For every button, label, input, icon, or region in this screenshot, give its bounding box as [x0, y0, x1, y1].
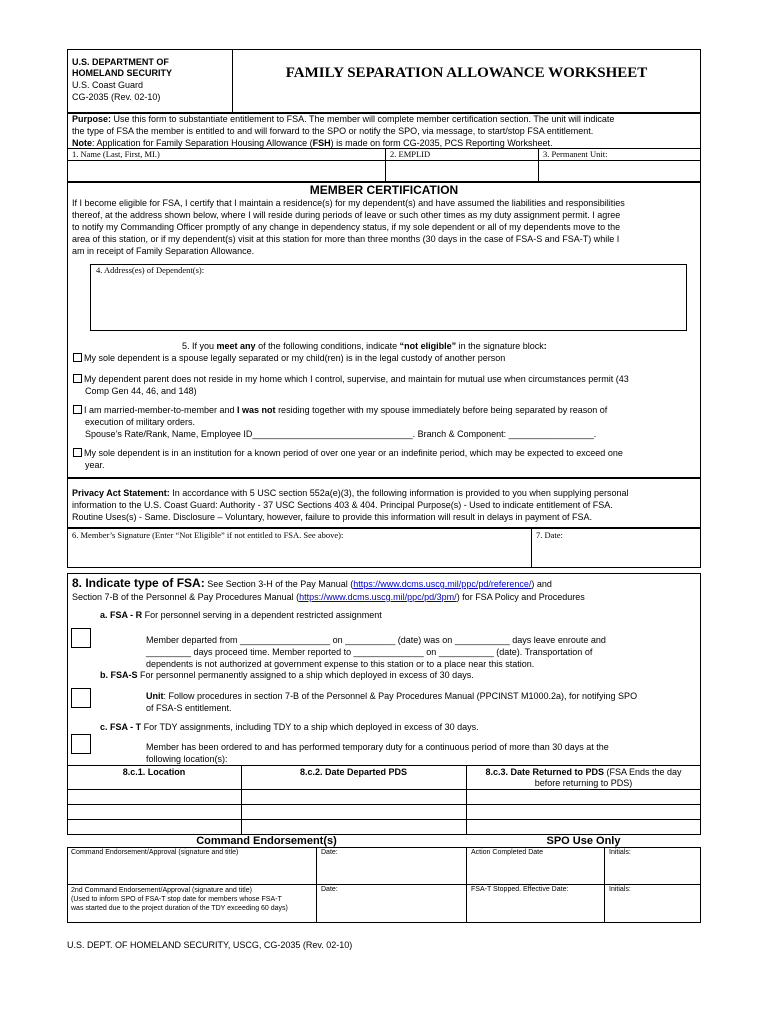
second-command-date-field[interactable]: Date: [321, 886, 338, 893]
condition-3-text-a: I am married-member-to-member and [84, 405, 238, 415]
spo-initials-field-1[interactable]: Initials: [609, 849, 631, 856]
endorsement-col-divider [316, 847, 317, 923]
tdy-location-cell[interactable] [68, 820, 240, 834]
dept-line2: HOMELAND SECURITY [72, 68, 173, 78]
date-returned-label: 8.c.3. Date Returned to PDS [485, 767, 604, 777]
condition-3-checkbox[interactable] [73, 405, 82, 414]
intro-d: “not eligible” [399, 341, 457, 351]
condition-2-text-cont: Comp Gen 44, 46, and 148) [85, 386, 197, 396]
fsa-s-text: For personnel permanently assigned to a ship which deployed in excess of 30 days. [137, 670, 474, 680]
intro-b: meet any [216, 341, 256, 351]
date-returned-note-a: (FSA Ends the day [603, 767, 682, 777]
date-returned-note-b: before returning to PDS) [534, 778, 633, 788]
condition-4-text: My sole dependent is in an institution for a known period of over one year or an indefinite period, which may be expected to exceed one [84, 448, 623, 458]
tdy-departed-cell[interactable] [242, 805, 465, 818]
second-approval-note2: was started due to the project duration of the TDY exceeding 60 days) [71, 905, 288, 912]
purpose-line1: Use this form to substantiate entitlement to FSA. The member will complete member certification section. The unit will indicate [113, 114, 615, 124]
second-approval-note1: (Used to inform SPO of FSA-T stop date for members whose FSA-T [71, 896, 282, 903]
agency-name: U.S. Coast Guard [72, 80, 144, 90]
tdy-table-top [67, 765, 701, 766]
fsa-t-details [146, 741, 701, 765]
fsa-s-checkbox[interactable] [71, 688, 91, 708]
permanent-unit-field[interactable]: 3. Permanent Unit: [543, 149, 608, 159]
tdy-location-cell[interactable] [68, 805, 240, 818]
spouse-info-field[interactable]: Spouse’s Rate/Rank, Name, Employee ID________________________________. Branch & Component: _________________. [85, 429, 597, 439]
note-fsh: FSH [312, 138, 331, 148]
endorsement-row-divider [67, 884, 701, 885]
name-field[interactable]: 1. Name (Last, First, MI.) [72, 149, 160, 159]
intro-f: : [543, 341, 547, 351]
note-text-a: : Application for Family Separation Housing Allowance ( [92, 138, 313, 148]
privacy-statement [72, 487, 700, 523]
cert-line: If I become eligible for FSA, I certify that I maintain a residence(s) for my dependent(s) and have assumed the liabilities and responsibilities [72, 198, 625, 208]
page-title: FAMILY SEPARATION ALLOWANCE WORKSHEET [285, 65, 648, 81]
cert-line: area of this station, or if my dependent(s) visit at this station for more than three months (30 days in the case of FSA-S and FSA-T) while I [72, 234, 620, 244]
condition-3-text-c: residing together with my spouse immediately before being separated by reason of [275, 405, 608, 415]
command-approval-field[interactable]: Command Endorsement/Approval (signature and title) [71, 849, 239, 856]
intro-c: of the following conditions, indicate [255, 341, 400, 351]
fsa-text-c: Section 7-B of the Personnel & Pay Procedures Manual ( [72, 592, 300, 602]
certification-heading: MEMBER CERTIFICATION [309, 183, 459, 197]
note-text-b: ) is made on form CG-2035, PCS Reporting Worksheet. [330, 138, 553, 148]
fsa-t-line1: Member has been ordered to and has performed temporary duty for a continuous period of more than 30 days at the [146, 742, 609, 752]
form-footer: U.S. DEPT. OF HOMELAND SECURITY, USCG, CG-2035 (Rev. 02-10) [67, 940, 353, 950]
tdy-returned-cell[interactable] [467, 790, 700, 803]
form-number: CG-2035 (Rev. 02-10) [72, 92, 161, 102]
fsa-s-label: b. FSA-S [100, 670, 138, 680]
condition-2-checkbox[interactable] [73, 374, 82, 383]
tdy-departed-cell[interactable] [242, 820, 465, 834]
second-approval-label: 2nd Command Endorsement/Approval (signature and title) [71, 887, 252, 894]
cert-line: to notify my Commanding Officer promptly of any change in dependency status, if my sole dependent or all of my dependents move to the [72, 222, 621, 232]
condition-4-checkbox[interactable] [73, 448, 82, 457]
fsa-r-line2[interactable]: _________ days proceed time. Member reported to ______________ on ___________ (date). Transportation of [146, 647, 593, 657]
fsa-r-label: a. FSA - R [100, 610, 143, 620]
signature-date-field[interactable]: 7. Date: [536, 530, 563, 540]
fsa-r-checkbox[interactable] [71, 628, 91, 648]
fsa-text-d: ) for FSA Policy and Procedures [456, 592, 585, 602]
conditions-intro [182, 341, 547, 351]
fsa-r-text: For personnel serving in a dependent restricted assignment [142, 610, 382, 620]
fsa-text-b: ) and [531, 579, 552, 589]
condition-3-text-d: execution of military orders. [85, 417, 196, 427]
fsa-t-heading [100, 722, 479, 732]
condition-4 [73, 447, 699, 471]
purpose-label: Purpose: [72, 114, 112, 124]
identity-divider-1 [385, 148, 386, 182]
dept-line1: U.S. DEPARTMENT OF [72, 57, 169, 67]
procedures-manual-link[interactable]: https://www.dcms.uscg.mil/ppc/pd/3pm/ [299, 592, 457, 602]
cert-line: thereof, at the address shown below, where I will reside during periods of leave or such other times as my duty assignment permit. I agree [72, 210, 621, 220]
privacy-line3: Routine Uses(s) - Same. Disclosure – Voluntary, however, failure to provide this information will result in delays in payment of FSA. [72, 512, 593, 522]
privacy-label: Privacy Act Statement: [72, 488, 170, 498]
pay-manual-link[interactable]: https://www.dcms.uscg.mil/ppc/pd/reference/ [353, 579, 532, 589]
fsa-s-unit-text2: of FSA-S entitlement. [146, 703, 232, 713]
intro-e: in the signature block [456, 341, 544, 351]
privacy-line2: information to the U.S. Coast Guard: Authority - 37 USC Sections 403 & 404. Principal Purpose(s) - Used to indicate entitlement of FSA. [72, 500, 613, 510]
tdy-returned-cell[interactable] [467, 805, 700, 818]
purpose-line2: the type of FSA the member is entitled to and will forward to the SPO or notify the SPO, via message, to start/stop FSA entitlement. [72, 126, 594, 136]
date-departed-column-header: 8.c.2. Date Departed PDS [299, 767, 408, 777]
endorsement-col-divider [604, 847, 605, 923]
location-column-header: 8.c.1. Location [122, 767, 186, 777]
fsa-t-text: For TDY assignments, including TDY to a ship which deployed in excess of 30 days. [141, 722, 479, 732]
condition-2 [73, 373, 699, 397]
fsa-t-stopped-date-field[interactable]: FSA-T Stopped. Effective Date: [471, 886, 569, 893]
command-date-field[interactable]: Date: [321, 849, 338, 856]
privacy-line1: In accordance with 5 USC section 552a(e)(3), the following information is provided to you when supplying personal [169, 488, 629, 498]
action-completed-date-field[interactable]: Action Completed Date [471, 849, 543, 856]
fsa-t-checkbox[interactable] [71, 734, 91, 754]
endorsement-col-divider [466, 847, 467, 923]
fsa-s-unit-label: Unit [146, 691, 164, 701]
emplid-field[interactable]: 2. EMPLID [390, 149, 431, 159]
condition-3 [73, 404, 699, 440]
intro-a: 5. If you [182, 341, 217, 351]
fsa-r-details [146, 634, 701, 670]
condition-1 [73, 352, 505, 364]
certification-text [72, 197, 700, 257]
condition-3-text-b: I was not [237, 405, 276, 415]
dependent-address-label: 4. Address(es) of Dependent(s): [96, 265, 205, 275]
member-signature-field[interactable]: 6. Member’s Signature (Enter “Not Eligible” if not entitled to FSA. See above): [72, 530, 344, 540]
fsa-s-heading [100, 670, 474, 680]
condition-1-text: My sole dependent is a spouse legally separated or my child(ren) is in the legal custody of another person [84, 353, 506, 363]
signature-divider [531, 528, 532, 568]
fsa-r-line3: dependents is not authorized at government expense to this station or to a place near this station. [146, 659, 535, 669]
fsa-t-label: c. FSA - T [100, 722, 142, 732]
fsa-r-line1[interactable]: Member departed from __________________ on __________ (date) was on ___________ days leave enroute and [146, 635, 606, 645]
purpose-text [72, 113, 700, 149]
tdy-departed-cell[interactable] [242, 790, 465, 803]
fsa-s-unit-note [146, 690, 701, 714]
tdy-location-cell[interactable] [68, 790, 240, 803]
tdy-returned-cell[interactable] [467, 820, 700, 834]
fsa-type-heading: 8. Indicate type of FSA: [72, 576, 205, 590]
spo-use-heading: SPO Use Only [546, 835, 621, 847]
fsa-t-line2: following location(s): [146, 754, 228, 764]
fsa-text-a: See Section 3-H of the Pay Manual ( [204, 579, 354, 589]
date-returned-column-header [466, 767, 701, 789]
spo-initials-field-2[interactable]: Initials: [609, 886, 631, 893]
second-command-approval-field[interactable] [71, 886, 314, 921]
condition-4-text-cont: year. [85, 460, 105, 470]
cert-line: am in receipt of Family Separation Allowance. [72, 246, 255, 256]
fsa-s-unit-text1: : Follow procedures in section 7-B of the Personnel & Pay Procedures Manual (PPCINST M1000.2a), for notifying SPO [163, 691, 638, 701]
identity-divider-2 [538, 148, 539, 182]
condition-2-text: My dependent parent does not reside in my home which I control, supervise, and maintain for mutual use when circumstances permit (43 [84, 374, 629, 384]
note-label: Note [72, 138, 92, 148]
condition-1-checkbox[interactable] [73, 353, 82, 362]
command-endorsement-heading: Command Endorsement(s) [196, 835, 337, 847]
fsa-r-heading [100, 610, 382, 620]
fsa-type-heading-block [72, 577, 700, 604]
